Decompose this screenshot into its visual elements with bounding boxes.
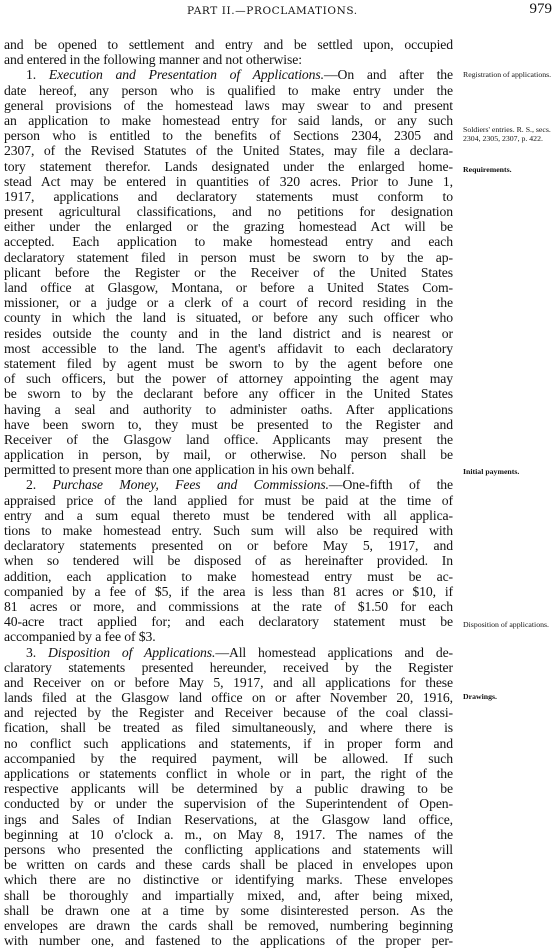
text-line: shall be drawn one at a time by some disinterested person. As the xyxy=(4,902,453,918)
text-line: 40-acre tract applied for; and each declaratory statement must be xyxy=(4,614,453,630)
text-line: land office at Glasgow, Montana, or before a United States Com- xyxy=(4,280,453,295)
text-line: ings and Sales of Indian Reservations, at the Glasgow land office, xyxy=(4,811,453,827)
text-line: with number one, and fastened to the applications of the proper per- xyxy=(4,933,453,948)
text-line: either under the enlarged or the grazing homestead Act will be xyxy=(4,219,453,235)
text-line: an application to make homestead entry for said lands, or any such xyxy=(4,112,453,128)
text-line: accompanied by a fee of $3. xyxy=(4,629,156,645)
text-line: conducted by or under the supervision of the Superintendent of Open- xyxy=(4,796,453,812)
text-line: declaratory statements presented on or before May 5, 1917, and xyxy=(4,538,453,554)
margin-note-registration: Registration of applications. xyxy=(463,70,552,79)
section-text: —On and after the xyxy=(323,67,453,83)
text-line: statement filed by agent must be sworn to by the agent before one xyxy=(4,355,453,371)
text-line: stead Act may be entered in quantities of 320 acres. Prior to June 1, xyxy=(4,173,453,189)
margin-note-requirements: Requirements. xyxy=(463,165,512,174)
running-header: PART II.—PROCLAMATIONS. xyxy=(187,5,358,17)
text-line: accompanied by the required payment, will be allowed. If such xyxy=(4,750,453,766)
text-line: be written on cards and these cards shall be placed in envelopes upon xyxy=(4,857,453,873)
text-line: permitted to present more than one application in his own behalf. xyxy=(4,462,355,478)
section-heading-line xyxy=(4,67,453,82)
text-line: plicant before the Register or the Receiver of the United States xyxy=(4,264,453,280)
section-number: 2. xyxy=(26,477,53,493)
text-line: be sworn to by the declarant before any officer in the United States xyxy=(4,386,453,402)
text-line: and Receiver on or before May 5, 1917, and all applications for these xyxy=(4,674,453,690)
text-line: application in person, by mail, or otherwise. No person shall be xyxy=(4,447,453,463)
text-line: most accessible to the land. The agent's affidavit to each declaratory xyxy=(4,340,453,356)
text-line: present agricultural classifications, and no petitions for designation xyxy=(4,204,453,220)
text-line: 2307, of the Revised Statutes of the United States, may file a declara- xyxy=(4,143,453,159)
text-line: 1917, applications and declaratory statements must conform to xyxy=(4,188,453,204)
text-line: when so tendered will be disposed of as hereinafter provided. In xyxy=(4,553,453,569)
body-text xyxy=(4,37,453,948)
text-line: envelopes are drawn the cards shall be removed, numbering beginning xyxy=(4,917,453,933)
text-line: general provisions of the homestead laws may swear to and present xyxy=(4,97,453,113)
section-title: Execution and Presentation of Applications. xyxy=(48,67,324,83)
text-line: respective applicants will be determined by a public drawing to be xyxy=(4,781,453,797)
text-line: and entered in the following manner and not otherwise: xyxy=(4,52,302,68)
text-line: lands filed at the Glasgow land office on or after November 20, 1916, xyxy=(4,690,453,706)
text-line: claratory statements presented hereunder, received by the Register xyxy=(4,659,453,675)
text-line: tions to make homestead entry. Such sum will also be required with xyxy=(4,523,453,538)
section-number: 3. xyxy=(26,644,48,660)
text-line: fication, shall be treated as filed simultaneously, and where there is xyxy=(4,720,453,736)
text-line: date hereof, any person who is qualified to make entry under the xyxy=(4,82,453,98)
text-line: persons who presented the conflicting applications and statements will xyxy=(4,841,453,857)
section-number: 1. xyxy=(26,67,49,83)
text-line: county in which the land is situated, or before any such officer who xyxy=(4,310,453,326)
text-line: addition, each application to make homestead entry must be ac- xyxy=(4,568,453,584)
text-line: and rejected by the Register and Receiver because of the coal classi- xyxy=(4,705,453,721)
section-title: Disposition of Applications. xyxy=(47,644,216,660)
text-line: companied by a fee of $5, if the area is less than 81 acres or $10, if xyxy=(4,583,453,599)
text-line: 81 acres or more, and commissions at the rate of $1.50 for each xyxy=(4,598,453,614)
text-line: appraised price of the land applied for must be paid at the time of xyxy=(4,492,453,508)
margin-note-initial-payments: Initial payments. xyxy=(463,467,520,476)
text-line: resides outside the county and in the land district and is nearest or xyxy=(4,325,453,341)
section-heading-line xyxy=(4,477,453,492)
text-line: have been sworn to, they must be presented to the Register and xyxy=(4,416,453,432)
text-line: missioner, or a judge or a clerk of a court of record residing in the xyxy=(4,295,453,311)
section-title: Purchase Money, Fees and Commissions. xyxy=(52,477,329,493)
margin-note-disposition: Disposition of applications. xyxy=(463,620,549,629)
section-text: —One-fifth of the xyxy=(328,477,454,493)
text-line: and be opened to settlement and entry and be settled upon, occupied xyxy=(4,37,453,52)
margin-note-drawings: Drawings. xyxy=(463,692,498,701)
text-line: declaratory statement filed in person must be sworn to by the ap- xyxy=(4,249,453,265)
section-heading-line xyxy=(4,645,453,660)
margin-note-soldiers-entries: Soldiers' entries. R. S., secs. 2304, 2305, 2307, p. 422. xyxy=(463,125,551,143)
text-line: beginning at 10 o'clock a. m., on May 8, 1917. The names of the xyxy=(4,826,453,842)
text-line: tory statement therefor. Lands designated under the enlarged home- xyxy=(4,158,453,174)
text-line: applications or statements conflict in whole or in part, the right of the xyxy=(4,766,453,781)
text-line: accepted. Each application to make homestead entry and each xyxy=(4,234,453,250)
text-line: which there are no distinctive or identifying marks. These envelopes xyxy=(4,872,453,888)
text-line: entry and a sum equal thereto must be tendered with all applica- xyxy=(4,507,453,523)
text-line: no conflict such applications and statements, if in proper form and xyxy=(4,735,453,751)
text-line: of such officers, but the power of attorney appointing the agent may xyxy=(4,371,453,387)
text-line: having a seal and authority to administer oaths. After applications xyxy=(4,401,453,417)
page-number: 979 xyxy=(529,1,552,17)
text-line: person who is entitled to the benefits of Sections 2304, 2305 and xyxy=(4,128,453,144)
text-line: Receiver of the Glasgow land office. Applicants may present the xyxy=(4,431,453,447)
text-line: shall be thoroughly and impartially mixed, and, after being mixed, xyxy=(4,887,453,903)
section-text: —All homestead applications and de- xyxy=(215,644,454,660)
